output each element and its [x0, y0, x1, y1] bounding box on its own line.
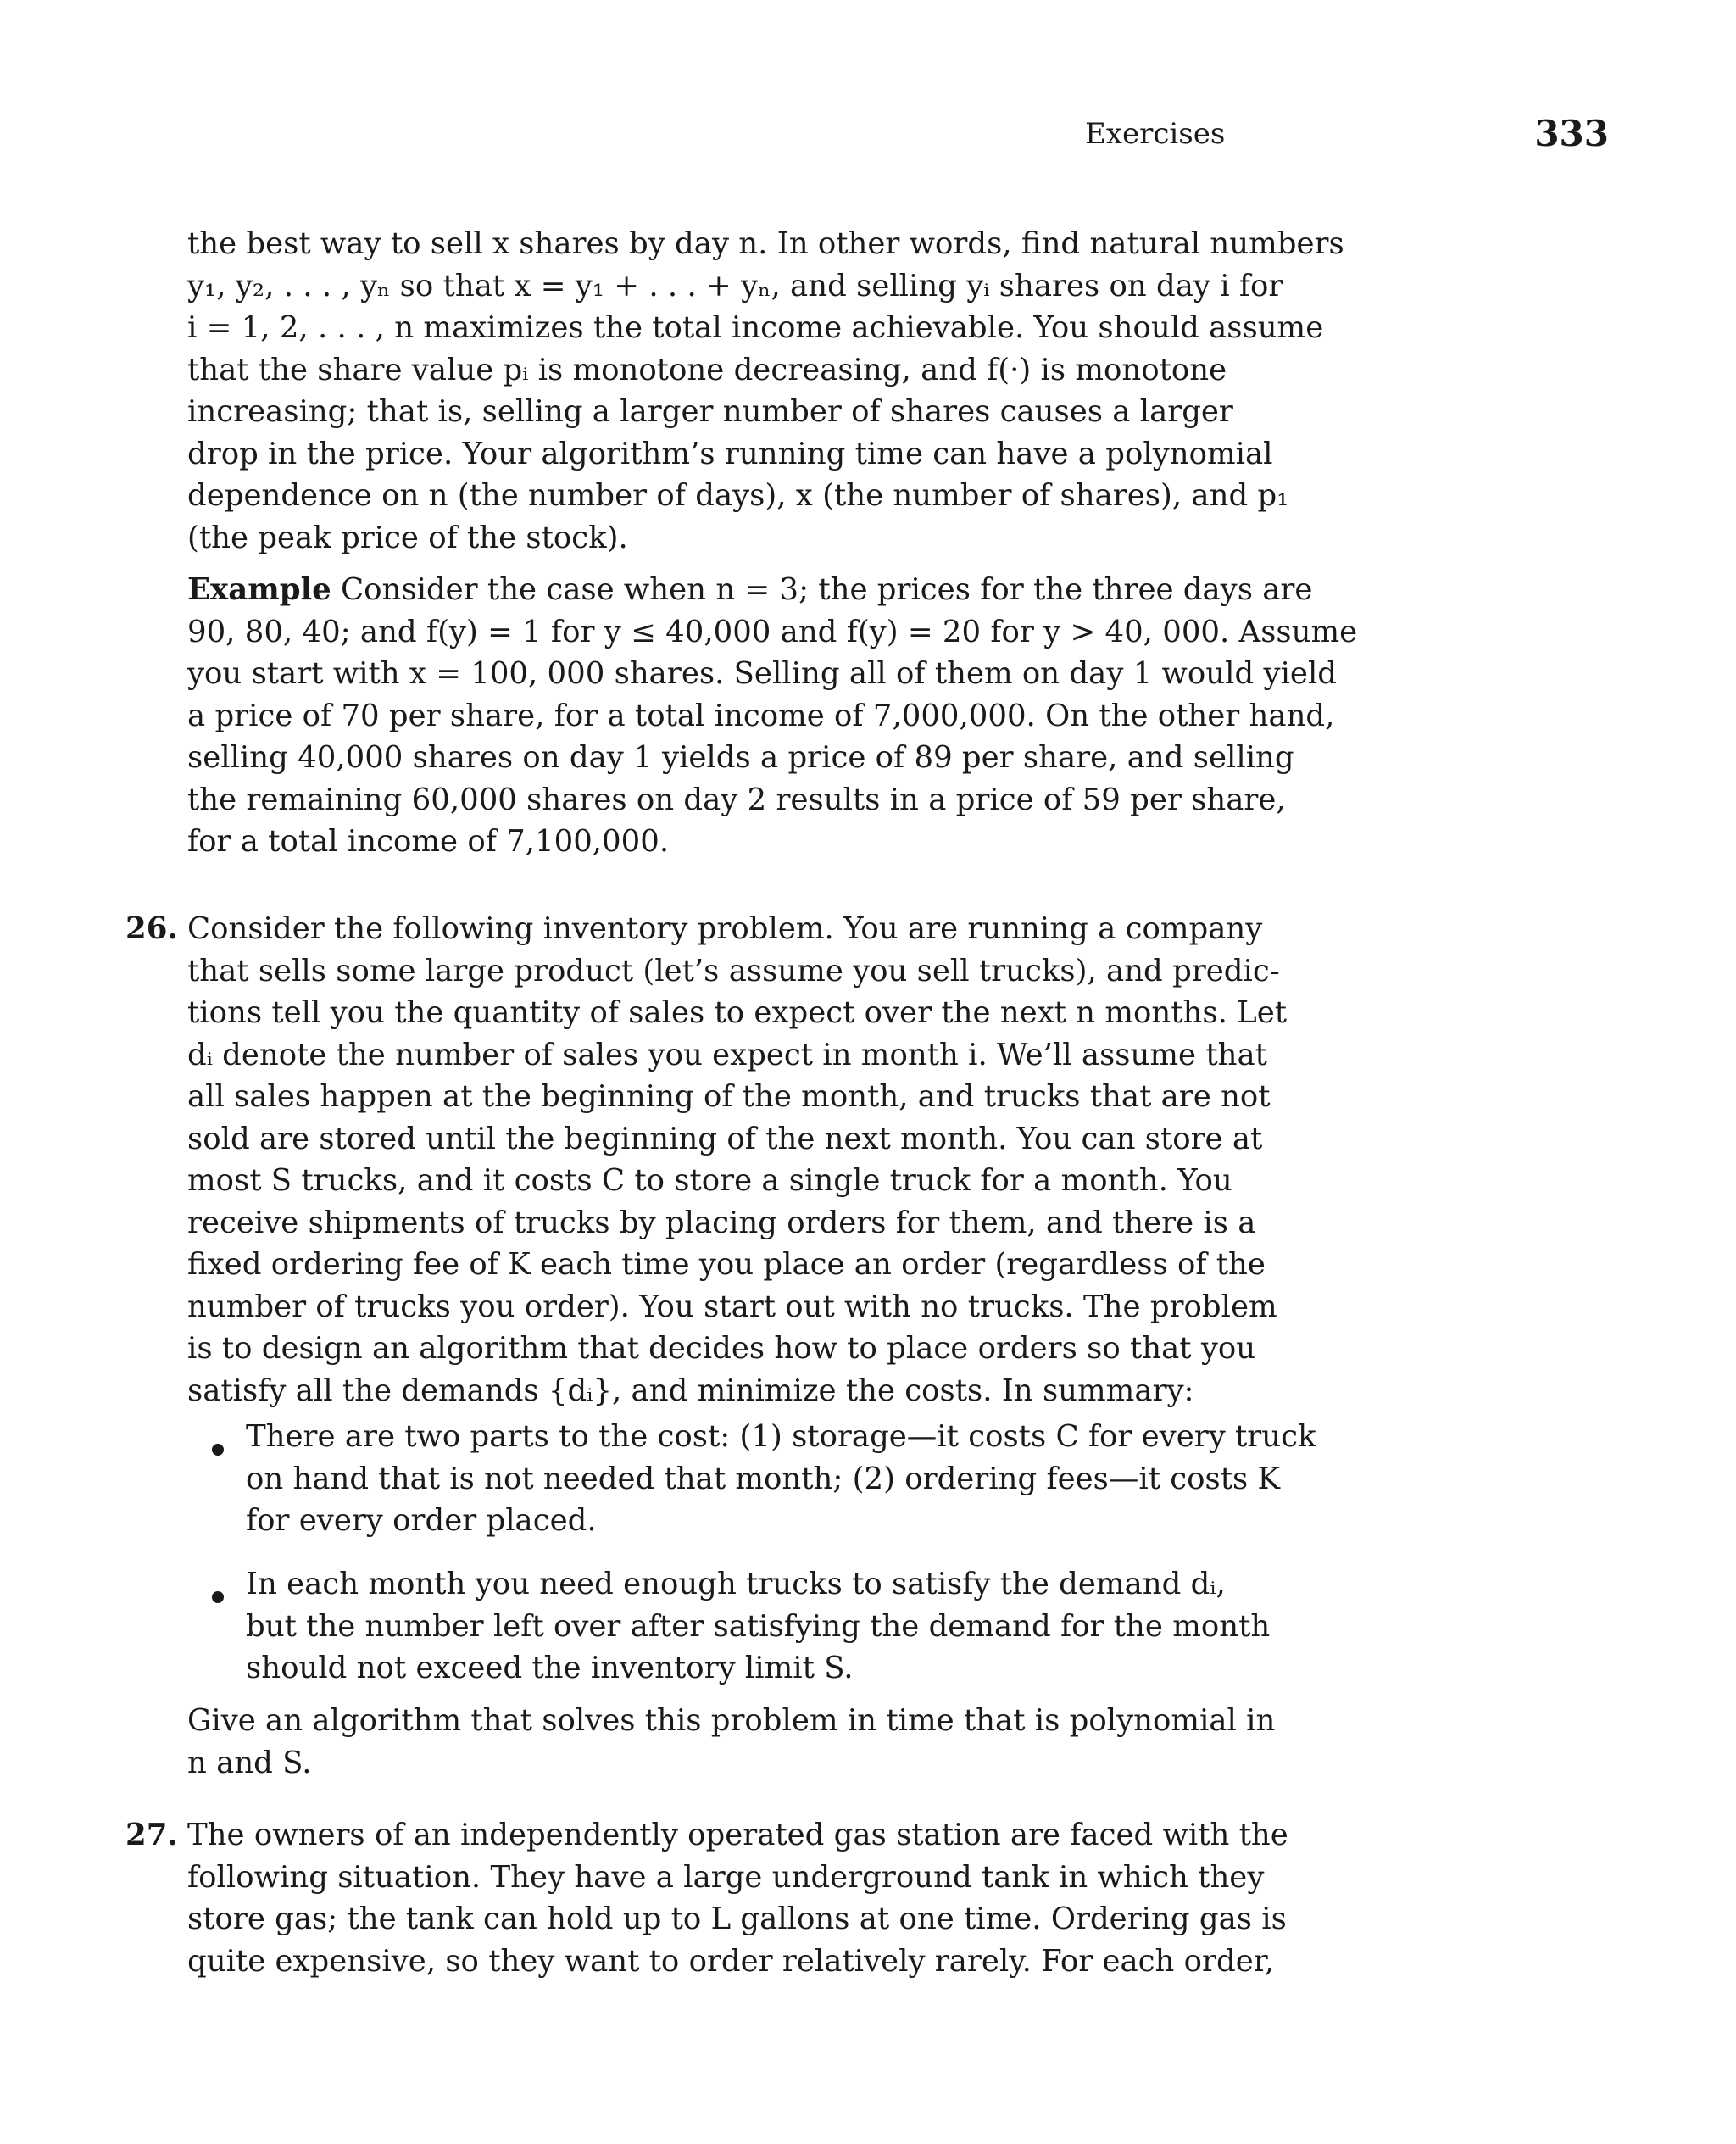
bullet-icon [212, 1573, 232, 1594]
text-line: most S trucks, and it costs C to store a single truck for a month. You [187, 1163, 1232, 1198]
page-number: 333 [1534, 113, 1609, 154]
text-line: quite expensive, so they want to order relatively rarely. For each order, [187, 1943, 1275, 1979]
exercise-27-number: 27. [125, 1818, 178, 1852]
text-line: 90, 80, 40; and f(y) = 1 for y ≤ 40,000 and f(y) = 20 for y > 40, 000. Assume [187, 614, 1358, 649]
text-line: There are two parts to the cost: (1) storage—it costs C for every truck [246, 1419, 1316, 1454]
text-line: satisfy all the demands {dᵢ}, and minimize the costs. In summary: [187, 1373, 1194, 1408]
text-line: for a total income of 7,100,000. [187, 824, 670, 859]
text-line: increasing; that is, selling a larger number of shares causes a larger [187, 394, 1233, 429]
text-line: fixed ordering fee of K each time you place an order (regardless of the [187, 1247, 1266, 1282]
example-paragraph [187, 569, 1358, 863]
text-line: that sells some large product (let’s assume you sell trucks), and predic- [187, 953, 1280, 988]
text-line: dᵢ denote the number of sales you expect in month i. We’ll assume that [187, 1037, 1267, 1072]
text-line: The owners of an independently operated gas station are faced with the [187, 1818, 1288, 1852]
text-line: y₁, y₂, . . . , yₙ so that x = y₁ + . . . + yₙ, and selling yᵢ shares on day i for [187, 268, 1283, 304]
text-line: drop in the price. Your algorithm’s running time can have a polynomial [187, 436, 1273, 471]
bullet-item [246, 1416, 1316, 1542]
text-line: Give an algorithm that solves this problem in time that is polynomial in [187, 1703, 1276, 1738]
example-text: Consider the case when n = 3; the prices for the three days are [331, 572, 1313, 607]
text-line: the best way to sell x shares by day n. In other words, find natural numbers [187, 226, 1344, 261]
text-line: Consider the following inventory problem. You are running a company [187, 911, 1263, 946]
bullet-item [246, 1563, 1271, 1690]
text-line: tions tell you the quantity of sales to expect over the next n months. Let [187, 995, 1287, 1030]
text-line: following situation. They have a large underground tank in which they [187, 1859, 1265, 1895]
text-line: that the share value pᵢ is monotone decreasing, and f(·) is monotone [187, 352, 1227, 387]
text-line: for every order placed. [246, 1503, 597, 1538]
running-head: Exercises [1085, 117, 1226, 151]
exercise-26-paragraph [187, 908, 1287, 1412]
text-line: the remaining 60,000 shares on day 2 results in a price of 59 per share, [187, 782, 1286, 817]
exercise-26-number: 26. [125, 911, 178, 946]
text-line: n and S. [187, 1745, 312, 1780]
exercise-27-paragraph [187, 1814, 1288, 1982]
text-line: sold are stored until the beginning of the next month. You can store at [187, 1121, 1263, 1156]
bullet-icon [212, 1426, 232, 1446]
text-line: store gas; the tank can hold up to L gallons at one time. Ordering gas is [187, 1902, 1287, 1936]
example-label: Example [187, 572, 331, 607]
text-line: should not exceed the inventory limit S. [246, 1651, 854, 1685]
text-line: selling 40,000 shares on day 1 yields a price of 89 per share, and selling [187, 740, 1294, 775]
text-line: number of trucks you order). You start out with no trucks. The problem [187, 1289, 1277, 1324]
text-line: a price of 70 per share, for a total income of 7,000,000. On the other hand, [187, 698, 1335, 733]
text-line [187, 569, 1313, 611]
text-line: you start with x = 100, 000 shares. Selling all of them on day 1 would yield [187, 656, 1338, 691]
text-line: (the peak price of the stock). [187, 520, 628, 555]
text-line: In each month you need enough trucks to satisfy the demand dᵢ, [246, 1567, 1226, 1601]
continuation-paragraph [187, 223, 1344, 559]
text-line: is to design an algorithm that decides how to place orders so that you [187, 1331, 1256, 1366]
text-line: but the number left over after satisfying the demand for the month [246, 1608, 1271, 1644]
text-line: all sales happen at the beginning of the month, and trucks that are not [187, 1079, 1271, 1114]
text-line: dependence on n (the number of days), x (the number of shares), and p₁ [187, 478, 1289, 513]
exercise-26-closing [187, 1700, 1276, 1784]
text-line: on hand that is not needed that month; (2) ordering fees—it costs K [246, 1461, 1281, 1496]
text-line: receive shipments of trucks by placing orders for them, and there is a [187, 1205, 1256, 1240]
text-line: i = 1, 2, . . . , n maximizes the total income achievable. You should assume [187, 310, 1324, 345]
